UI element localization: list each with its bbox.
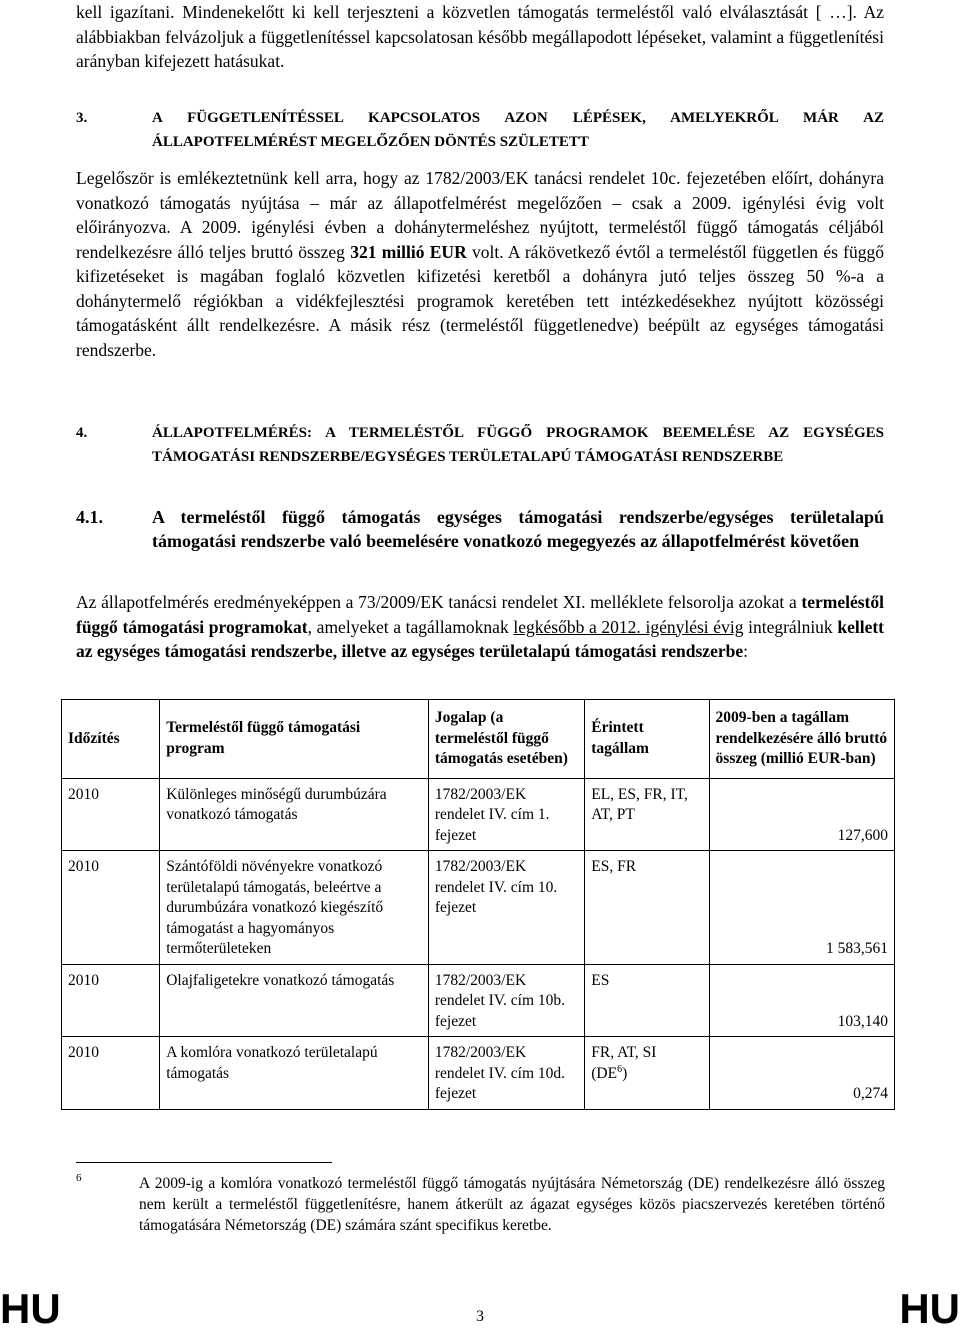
cell-amount: 103,140 [837, 1012, 888, 1030]
cell-program: Olajfaligetekre vonatkozó támogatás [160, 964, 429, 1037]
footer-language-left: HU [0, 1285, 61, 1332]
header-amount: 2009-ben a tagállam rendelkezésére álló bruttó összeg (millió EUR-ban) [709, 700, 894, 779]
cell-legal: 1782/2003/EK rendelet IV. cím 10b. fejezet [428, 964, 584, 1037]
cell-year: 2010 [62, 1037, 160, 1110]
footnote-divider [76, 1162, 332, 1163]
s41-text-1: Az állapotfelmérés eredményeképpen a 73/2009/EK tanácsi rendelet XI. melléklete felsorolja azokat a [76, 592, 802, 612]
section-4-1-paragraph [76, 590, 884, 664]
cell-amount: 1 583,561 [826, 940, 888, 957]
cell-legal: 1782/2003/EK rendelet IV. cím 10d. fejezet [428, 1037, 584, 1110]
table-header-row [62, 700, 895, 779]
cell-legal: 1782/2003/EK rendelet IV. cím 10. fejezet [428, 851, 584, 965]
s41-underline: legkésőbb a 2012. igénylési évig [513, 616, 744, 637]
footnote-ref[interactable]: 6 [617, 1063, 623, 1075]
cell-year: 2010 [62, 964, 160, 1037]
s41-text-2: , amelyeket a tagállamoknak [307, 616, 514, 637]
section-3-text-b: volt. A rákövetkező évtől a termeléstől független és függő kifizetéseket is magában foglaló közvetlen kifizetési keretből a dohányra jutó teljes összeg 50 %-a a dohánytermelő régiókban a vidékfejlesztési programok keretében tett intézkedésekhez nyújtott közösségi támogatásként állt rendelkezésre. A másik rész (termeléstől függetlenedve) beépült az egységes támogatási rendszerbe. [76, 241, 884, 360]
states-close: ) [622, 1064, 628, 1082]
s41-text-4: : [743, 641, 748, 661]
section-3-text-a: Legelőször is emlékeztetnünk kell arra, hogy az 1782/2003/EK tanácsi rendelet 10c. fejezetében előírt, dohányra vonatkozó támogatás nyújtása – már az állapotfelmérést megelőzően – csak a 2009. igénylési évig volt előirányozva. A 2009. igénylési évben a dohánytermeléshez nyújtott, termeléstől függő támogatás céljából rendelkezésre álló teljes bruttó összeg [76, 168, 884, 262]
cell-states: EL, ES, FR, IT, AT, PT [585, 778, 709, 851]
s41-bold-2: kellett az egységes támogatási rendszerbe, illetve az egységes területalapú támogatási rendszerbe [76, 616, 884, 661]
section-4-1-number: 4.1. [76, 507, 103, 527]
header-program: Termeléstől függő támogatási program [160, 700, 429, 779]
footnote-text: A 2009-ig a komlóra vonatkozó termeléstől függő támogatás nyújtására Németország (DE) rendelkezésre álló összeg nem került a termeléstől függetlenítésre, hanem átkerült az ágazat egységes közös piacszervezés keretében történő támogatására Németország (DE) számára szánt specifikus keretbe. [139, 1175, 885, 1234]
cell-amount-wrap [709, 1037, 894, 1110]
cell-states [585, 1037, 709, 1110]
section-3-number: 3. [76, 110, 88, 126]
cell-amount-wrap [709, 851, 894, 965]
header-timing: Időzítés [62, 700, 160, 779]
footnote-number: 6 [76, 1172, 82, 1184]
table-row [62, 1037, 895, 1110]
s41-bold-1: termeléstől függő támogatási programokat [76, 592, 884, 637]
section-4-1-heading [76, 505, 884, 553]
table-row [62, 851, 895, 965]
section-3-paragraph [76, 166, 884, 362]
cell-year: 2010 [62, 778, 160, 851]
section-3-heading [76, 106, 884, 154]
page-number: 3 [476, 1308, 484, 1325]
cell-states: ES, FR [585, 851, 709, 965]
footer-language-right: HU [899, 1285, 960, 1332]
cell-amount-wrap [709, 778, 894, 851]
cell-amount-wrap [709, 964, 894, 1037]
cell-program: Különleges minőségű durumbúzára vonatkozó támogatás [160, 778, 429, 851]
cell-amount: 127,600 [837, 826, 888, 844]
table-row [62, 778, 895, 851]
cell-program: A komlóra vonatkozó területalapú támogatás [160, 1037, 429, 1110]
section-4-title: ÁLLAPOTFELMÉRÉS: A TERMELÉSTŐL FÜGGŐ PROGRAMOK BEEMELÉSE AZ EGYSÉGES TÁMOGATÁSI RENDSZERBE/EGYSÉGES TERÜLETALAPÚ TÁMOGATÁSI RENDSZERBE [152, 425, 884, 465]
cell-program: Szántóföldi növényekre vonatkozó területalapú támogatás, beleértve a durumbúzára vonatkozó kiegészítő támogatást a hagyományos termőterületeken [160, 851, 429, 965]
intro-paragraph: kell igazítani. Mindenekelőtt ki kell terjeszteni a közvetlen támogatás termeléstől való elválasztását [ …]. Az alábbiakban felvázoljuk a függetlenítéssel kapcsolatosan később megállapodott lépéseket, valamint a függetlenítési arányban kifejezett hatásukat. [76, 2, 884, 71]
programs-table [61, 699, 895, 1110]
section-4-heading [76, 421, 884, 469]
cell-year: 2010 [62, 851, 160, 965]
states-extra: (DE [591, 1064, 618, 1082]
section-3-title: A FÜGGETLENÍTÉSSEL KAPCSOLATOS AZON LÉPÉSEK, AMELYEKRŐL MÁR AZ ÁLLAPOTFELMÉRÉST MEGELŐZŐEN DÖNTÉS SZÜLETETT [152, 110, 884, 150]
header-legal-basis: Jogalap (a termeléstől függő támogatás esetében) [428, 700, 584, 779]
cell-states: ES [585, 964, 709, 1037]
section-4-number: 4. [76, 425, 88, 441]
cell-amount: 0,274 [853, 1085, 888, 1102]
section-4-1-title: A termeléstől függő támogatás egységes támogatási rendszerbe/egységes területalapú támogatási rendszerbe való beemelésére vonatkozó megegyezés az állapotfelmérést követően [152, 507, 884, 551]
section-3-amount: 321 millió EUR [350, 241, 467, 262]
cell-legal: 1782/2003/EK rendelet IV. cím 1. fejezet [428, 778, 584, 851]
states-list: FR, AT, SI [591, 1044, 657, 1061]
s41-text-3: integrálniuk [743, 616, 838, 637]
header-member-state: Érintett tagállam [585, 700, 709, 779]
table-row [62, 964, 895, 1037]
